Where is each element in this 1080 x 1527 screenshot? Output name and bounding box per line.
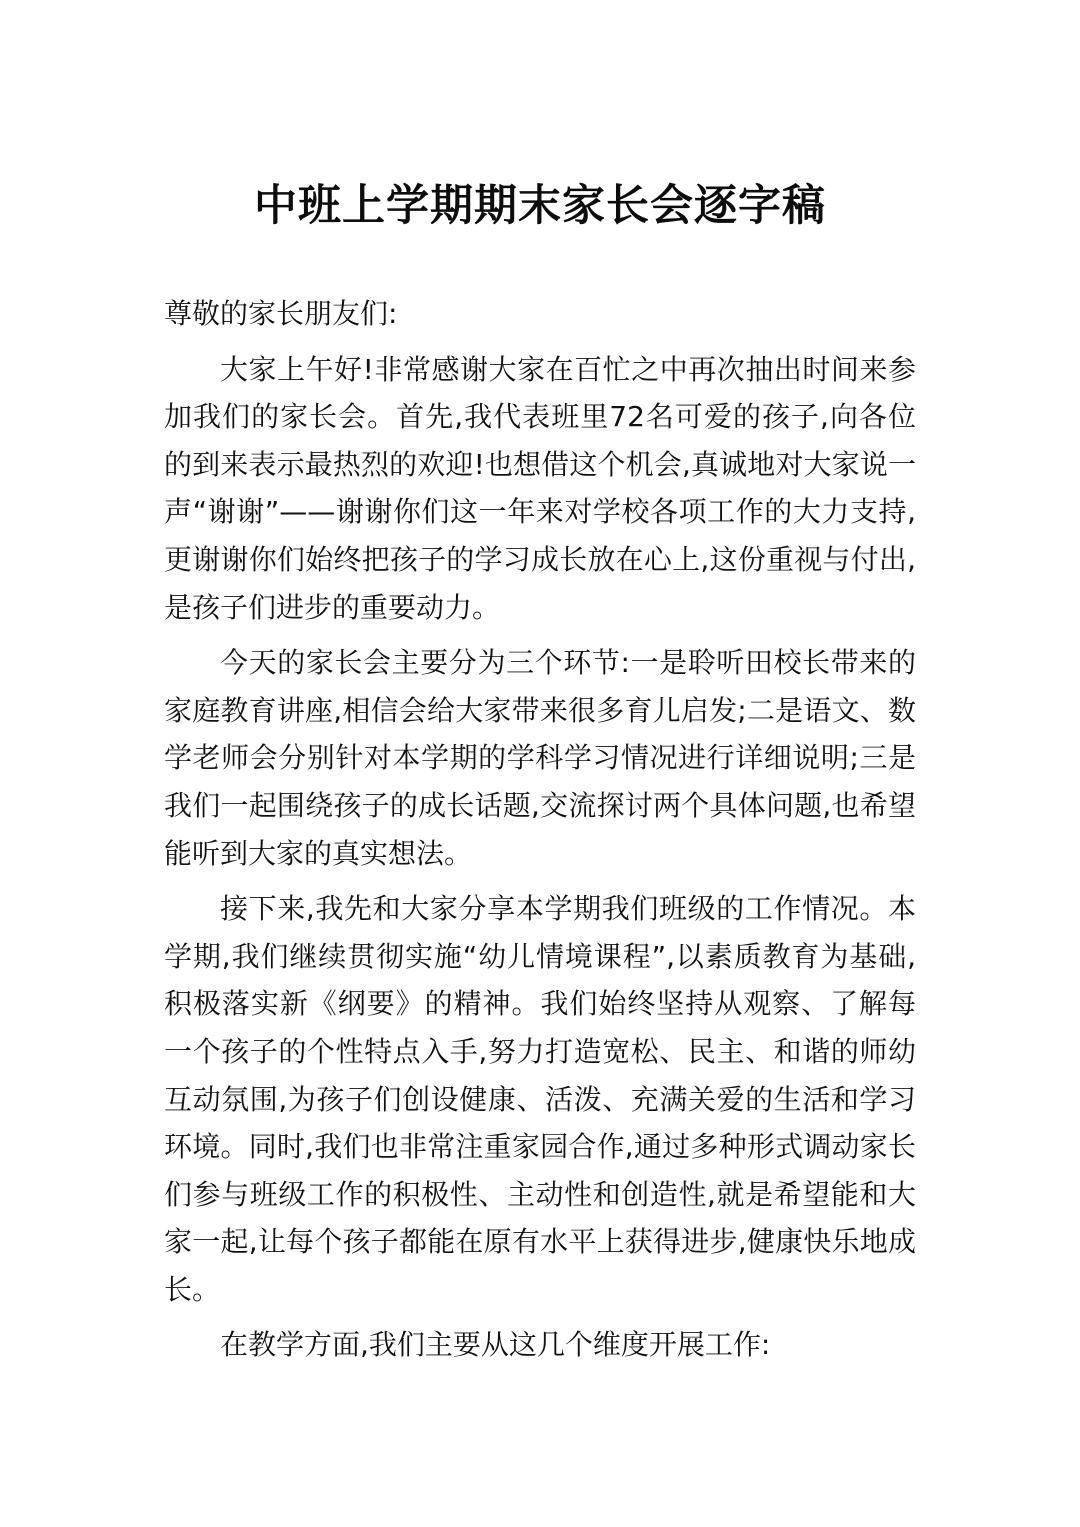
salutation: 尊敬的家长朋友们: [164,297,398,330]
paragraph-class-work: 接下来,我先和大家分享本学期我们班级的工作情况。本学期,我们继续贯彻实施“幼儿情境课程”,以素质教育为基础,积极落实新《纲要》的精神。我们始终坚持从观察、了解每一个孩子的个性特点入手,努力打造宽松、民主、和谐的师幼互动氛围,为孩子们创设健康、活泼、充满关爱的生活和学习环境。同时,我们也非常注重家园合作,通过多种形式调动家长们参与班级工作的积极性、主动性和创造性,就是希望能和大家一起,让每个孩子都能在原有水平上获得进步,健康快乐地成长。 [164,892,916,1306]
document-title: 中班上学期期末家长会逐字稿 [254,181,826,231]
paragraph-teaching: 在教学方面,我们主要从这几个维度开展工作: [220,1328,771,1362]
paragraph-greeting: 大家上午好!非常感谢大家在百忙之中再次抽出时间来参加我们的家长会。首先,我代表班里72名可爱的孩子,向各位的到来表示最热烈的欢迎!也想借这个机会,真诚地对大家说一声“谢谢”——谢谢你们这一年来对学校各项工作的大力支持,更谢谢你们始终把孩子的学习成长放在心上,这份重视与付出,是孩子们进步的重要动力。 [164,352,916,624]
document-body [164,290,916,1377]
paragraph-agenda: 今天的家长会主要分为三个环节:一是聆听田校长带来的家庭教育讲座,相信会给大家带来很多育儿启发;二是语文、数学老师会分别针对本学期的学科学习情况进行详细说明;三是我们一起围绕孩子的成长话题,交流探讨两个具体问题,也希望能听到大家的真实想法。 [164,646,916,870]
